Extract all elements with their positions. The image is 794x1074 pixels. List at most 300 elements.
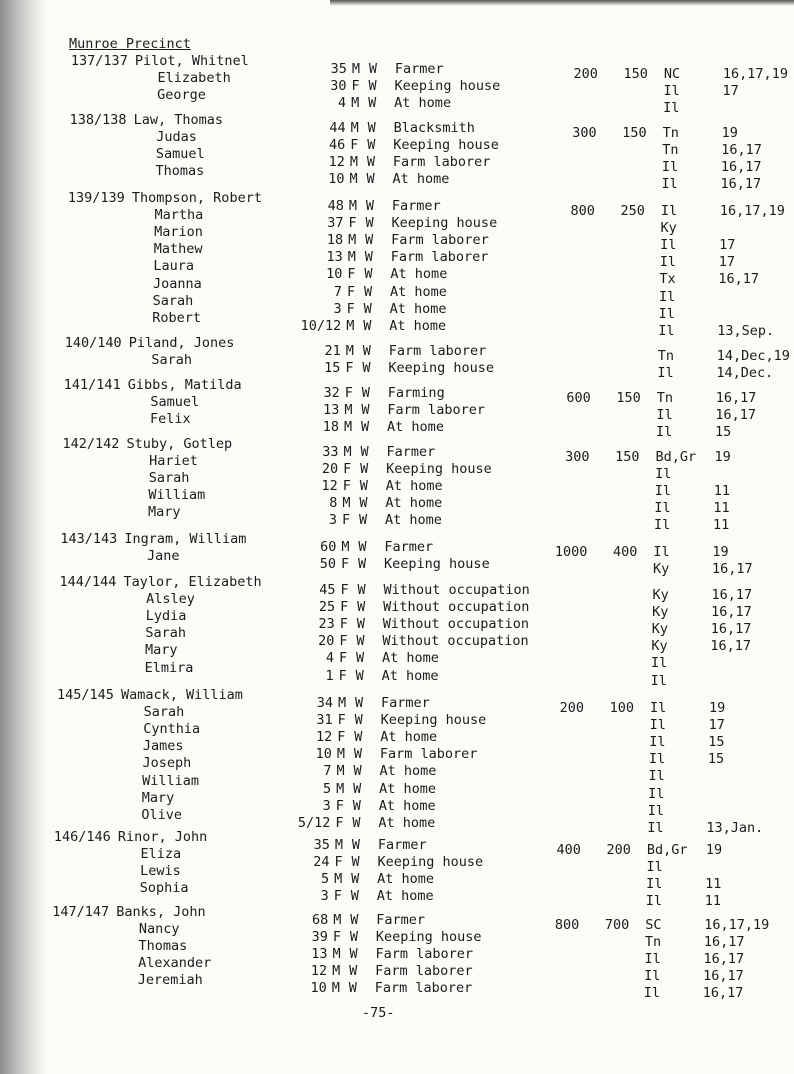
race-value: W [352,815,361,831]
census-codes-value: 16,17 [702,985,744,1001]
census-codes-value: 15 [707,751,725,767]
sex-value: M [341,539,350,555]
birthplace-value: Il [659,254,677,270]
occupation-value: Farming [387,385,445,401]
race-value: W [360,444,369,460]
household-member-name: Martha [154,207,204,223]
race-value: W [353,763,362,779]
birthplace-value: Il [654,483,672,499]
age-value: 44 [329,120,346,136]
sex-value: F [346,301,355,317]
occupation-value: Farmer [394,61,444,77]
birthplace-value: Bd,Gr [655,449,697,465]
age-value: 18 [326,232,344,248]
sex-value: M [350,120,359,136]
birthplace-value: Il [658,323,675,339]
birthplace-value: Il [647,820,664,836]
age-value: 10/12 [300,318,342,334]
census-codes-value: 16,17 [710,621,752,637]
sex-value: M [349,154,359,170]
personal-estate-value: 250 [620,203,645,219]
birthplace-value: Tx [659,271,676,287]
age-value: 1 [325,668,334,684]
sex-value: F [350,137,359,153]
birthplace-value: Il [650,673,667,689]
birthplace-value: Il [653,544,670,560]
household-member-name: Laura [153,258,195,274]
age-value: 50 [319,556,337,572]
race-value: W [359,495,368,511]
age-value: 35 [313,837,330,853]
age-value: 4 [325,650,334,666]
occupation-value: Without occupation [383,582,530,598]
race-value: W [361,402,370,418]
age-value: 25 [318,599,336,615]
age-value: 34 [316,695,333,711]
birthplace-value: Il [661,176,678,192]
occupation-value: Keeping house [393,137,499,153]
sex-value: M [336,781,345,797]
census-codes-value: 17 [722,83,739,99]
sex-value: M [332,963,341,979]
real-estate-value: 400 [556,842,581,858]
household-id: 145/145 [56,687,114,703]
age-value: 10 [315,746,332,762]
race-value: W [354,729,363,745]
race-value: W [349,929,358,945]
head-of-household-name: Ingram, William [124,531,247,547]
race-value: W [349,963,358,979]
age-value: 13 [323,402,340,418]
census-codes-value: 15 [708,734,725,750]
birthplace-value: Ky [653,561,670,577]
sex-value: F [337,712,346,728]
race-value: W [362,360,371,376]
occupation-value: At home [387,419,444,435]
age-value: 12 [310,963,328,979]
age-value: 18 [322,419,340,435]
race-value: W [357,599,366,615]
age-value: 32 [323,385,340,401]
household-member-name: Lewis [140,863,181,879]
birthplace-value: Bd,Gr [646,842,688,858]
occupation-value: At home [385,495,443,511]
census-codes-value: 16,17 [703,968,744,984]
census-codes-value: 14,Dec. [716,365,774,381]
occupation-value: At home [389,301,447,317]
household-id: 137/137 [70,53,128,69]
household-member-name: Eliza [140,846,182,862]
household-member-name: James [142,738,184,754]
age-value: 3 [322,798,331,814]
census-codes-value: 19 [712,544,729,560]
sex-value: F [347,266,356,282]
household-member-name: George [157,87,206,103]
birthplace-value: Il [644,951,661,967]
sex-value: M [347,249,356,265]
household-member-name: William [148,487,206,503]
household-member-name: Mary [141,790,175,806]
sex-value: M [334,871,343,887]
sex-value: M [351,61,361,77]
race-value: W [350,888,359,904]
real-estate-value: 600 [566,390,591,406]
age-value: 12 [315,729,333,745]
age-value: 68 [311,912,329,928]
household-member-name: Sophia [139,880,189,896]
personal-estate-value: 400 [613,544,638,560]
race-value: W [366,154,376,170]
occupation-value: Without occupation [382,616,530,632]
sex-value: F [340,582,349,598]
personal-estate-value: 200 [606,842,631,858]
household-member-name: Judas [156,129,197,145]
sex-value: M [349,171,358,187]
household-member-name: Thomas [155,163,205,179]
occupation-value: At home [377,871,435,887]
race-value: W [362,343,371,359]
race-value: W [366,171,375,187]
occupation-value: Farm laborer [375,963,473,979]
sex-value: M [333,912,342,928]
birthplace-value: Il [656,407,673,423]
occupation-value: At home [376,888,434,904]
head-of-household-name: Law, Thomas [133,112,224,128]
census-codes-value: 17 [708,717,725,733]
occupation-value: Farmer [376,912,425,928]
household-member-name: William [142,773,199,789]
race-value: W [352,798,361,814]
sex-value: F [340,599,349,615]
birthplace-value: Il [648,751,666,767]
personal-estate-value: 100 [609,700,634,716]
sex-value: F [347,284,356,300]
household-member-name: Sarah [151,352,192,368]
household-member-name: Felix [150,411,191,427]
sex-value: M [334,837,343,853]
race-value: W [356,633,365,649]
occupation-value: Farm laborer [379,746,478,762]
census-codes-value: 14,Dec,19 [716,348,790,364]
occupation-value: Farm laborer [392,154,491,170]
race-value: W [365,198,375,214]
race-value: W [357,582,366,598]
census-codes-value: 13,Sep. [717,323,775,339]
occupation-value: At home [390,284,447,300]
census-codes-value: 16,17 [720,159,762,175]
race-value: W [365,232,374,248]
race-value: W [348,980,357,996]
household-member-name: Sarah [148,470,190,486]
household-member-name: Alexander [138,955,212,971]
age-value: 8 [329,495,338,511]
birthplace-value: Il [663,100,680,116]
census-codes-value: 16,17,19 [719,203,785,219]
census-codes-value: 16,17 [718,271,760,287]
birthplace-value: Il [654,517,671,533]
occupation-value: Farm laborer [390,249,489,265]
birthplace-value: Il [660,203,678,219]
birthplace-value: Il [663,83,680,99]
sex-value: M [344,402,353,418]
occupation-value: Farmer [380,695,430,711]
household-member-name: Joanna [153,276,202,292]
birthplace-value: Tn [662,142,679,158]
personal-estate-value: 150 [622,125,647,141]
household-id: 143/143 [60,531,118,547]
age-value: 12 [321,478,338,494]
occupation-value: Farmer [386,444,436,460]
sex-value: M [332,946,341,962]
sex-value: M [348,232,357,248]
real-estate-value: 800 [554,917,580,933]
birthplace-value: Ky [652,587,669,603]
occupation-value: Keeping house [386,461,492,477]
age-value: 3 [333,301,342,317]
occupation-value: Keeping house [375,929,482,945]
age-value: 7 [333,284,343,300]
race-value: W [360,461,369,477]
census-codes-value: 16,17 [720,176,762,192]
occupation-value: At home [389,318,447,334]
birthplace-value: Il [649,717,666,733]
birthplace-value: Il [655,466,672,482]
sex-value: F [332,929,341,945]
birthplace-value: Il [646,876,663,892]
race-value: W [367,137,376,153]
birthplace-value: Il [654,500,671,516]
birthplace-value: Il [643,985,660,1001]
race-value: W [358,556,367,572]
birthplace-value: Tn [657,348,674,364]
occupation-value: At home [385,478,443,494]
occupation-value: Keeping house [394,78,501,94]
birthplace-value: Tn [656,390,674,406]
household-member-name: Samuel [150,394,200,410]
sex-value: M [343,444,352,460]
census-codes-value: 16,17 [712,561,753,577]
birthplace-value: SC [645,917,662,933]
census-codes-value: 19 [705,842,723,858]
age-value: 45 [319,582,336,598]
personal-estate-value: 150 [615,449,640,465]
occupation-value: Keeping house [391,215,498,231]
race-value: W [359,512,368,528]
household-id: 141/141 [63,377,121,393]
precinct-heading: Munroe Precinct [69,36,191,52]
occupation-value: At home [378,815,436,831]
race-value: W [365,215,374,231]
age-value: 10 [328,171,345,187]
sex-value: F [338,668,347,684]
head-of-household-name: Rinor, John [117,829,208,845]
birthplace-value: Tn [662,125,679,141]
age-value: 10 [310,980,327,996]
occupation-value: Keeping house [388,360,495,376]
sex-value: M [345,343,354,359]
occupation-value: At home [381,650,439,666]
household-member-name: Mary [144,642,178,658]
household-id: 146/146 [53,829,111,845]
occupation-value: At home [390,266,448,282]
household-member-name: Jeremiah [137,972,203,988]
age-value: 3 [328,512,337,528]
household-member-name: Cynthia [143,721,201,737]
age-value: 12 [328,154,345,170]
household-member-name: Olive [141,807,182,823]
sex-value: M [348,198,358,214]
census-codes-value: 17 [718,254,736,270]
race-value: W [363,318,372,334]
head-of-household-name: Gibbs, Matilda [127,377,242,393]
sex-value: F [339,616,348,632]
occupation-value: Farmer [377,837,427,853]
sex-value: F [333,888,342,904]
age-value: 23 [318,616,335,632]
age-value: 10 [326,266,343,282]
sex-value: F [338,650,348,666]
race-value: W [356,616,365,632]
occupation-value: Keeping house [380,712,487,728]
age-value: 33 [322,444,339,460]
household-member-name: Nancy [138,921,180,937]
sex-value: F [335,815,344,831]
race-value: W [355,668,364,684]
sex-value: F [341,556,350,572]
household-member-name: Elizabeth [157,70,231,86]
census-codes-value: 16,17 [721,142,762,158]
census-codes-value: 16,17 [715,407,757,423]
occupation-value: At home [394,95,452,111]
race-value: W [354,695,364,711]
page-number: -75- [362,1005,395,1021]
birthplace-value: Il [647,803,664,819]
census-codes-value: 16,17 [703,934,745,950]
household-member-name: Thomas [138,938,188,954]
sex-value: M [337,695,347,711]
household-member-name: Alsley [146,591,195,607]
race-value: W [367,120,376,136]
census-codes-value: 16,17 [711,604,752,620]
age-value: 15 [324,360,341,376]
census-codes-value: 15 [715,424,732,440]
occupation-value: Farm laborer [374,980,473,996]
census-codes-value: 16,17 [711,587,753,603]
birthplace-value: Il [660,237,677,253]
census-codes-value: 16,17 [710,638,751,654]
census-codes-value: 13,Jan. [706,820,764,836]
race-value: W [368,78,377,94]
age-value: 13 [326,249,343,265]
age-value: 20 [321,461,339,477]
occupation-value: Farm laborer [388,343,487,359]
head-of-household-name: Banks, John [116,904,206,920]
census-codes-value: 11 [713,517,730,533]
household-id: 140/140 [64,335,122,351]
census-codes-value: 16,17 [703,951,745,967]
sex-value: F [345,360,354,376]
age-value: 3 [320,888,329,904]
household-member-name: Hariet [149,453,198,469]
sex-value: F [351,78,360,94]
sex-value: F [337,729,346,745]
occupation-value: Farm laborer [375,946,473,962]
occupation-value: At home [379,781,436,797]
age-value: 39 [311,929,328,945]
personal-estate-value: 700 [604,917,630,933]
race-value: W [354,712,363,728]
occupation-value: At home [392,171,450,187]
birthplace-value: Ky [660,220,677,236]
head-of-household-name: Stuby, Gotlep [126,436,233,452]
sex-value: M [342,495,351,511]
occupation-value: Keeping house [377,854,484,870]
race-value: W [349,946,358,962]
birthplace-value: Ky [651,621,668,637]
real-estate-value: 200 [573,66,598,82]
birthplace-value: Il [661,159,679,175]
birthplace-value: Il [648,768,665,784]
sex-value: M [351,95,360,111]
occupation-value: Farm laborer [391,232,489,248]
race-value: W [353,781,362,797]
sex-value: F [334,854,343,870]
birthplace-value: Ky [651,638,668,654]
birthplace-value: Il [644,968,661,984]
birthplace-value: Il [649,734,666,750]
race-value: W [353,746,362,762]
sex-value: M [336,763,345,779]
sex-value: F [348,215,357,231]
age-value: 31 [316,712,333,728]
head-of-household-name: Taylor, Elizabeth [123,574,262,590]
birthplace-value: Il [659,289,676,305]
personal-estate-value: 150 [623,66,648,82]
occupation-value: Keeping house [384,556,490,572]
age-value: 4 [338,95,347,111]
household-id: 138/138 [69,112,127,128]
sex-value: F [343,461,352,477]
birthplace-value: Il [646,859,663,875]
race-value: W [364,284,373,300]
head-of-household-name: Pilot, Whitnel [134,53,249,69]
age-value: 46 [328,137,346,153]
head-of-household-name: Wamack, William [120,687,243,703]
household-id: 142/142 [62,436,120,452]
census-codes-value: 17 [719,237,736,253]
race-value: W [351,854,360,870]
census-codes-value: 11 [713,483,731,499]
birthplace-value: NC [663,66,681,82]
race-value: W [364,266,373,282]
sex-value: M [336,746,345,762]
race-value: W [351,837,360,853]
age-value: 20 [318,633,335,649]
census-codes-value: 19 [721,125,738,141]
sex-value: F [342,512,351,528]
census-codes-value: 16,17,19 [722,66,788,82]
race-value: W [361,419,370,435]
census-codes-value: 19 [714,449,731,465]
real-estate-value: 300 [572,125,597,141]
age-value: 35 [330,61,347,77]
census-codes-value: 16,17 [715,390,757,406]
occupation-value: Without occupation [382,633,529,649]
household-member-name: Samuel [155,146,205,162]
birthplace-value: Il [649,700,667,716]
birthplace-value: Il [658,306,675,322]
age-value: 30 [330,78,347,94]
